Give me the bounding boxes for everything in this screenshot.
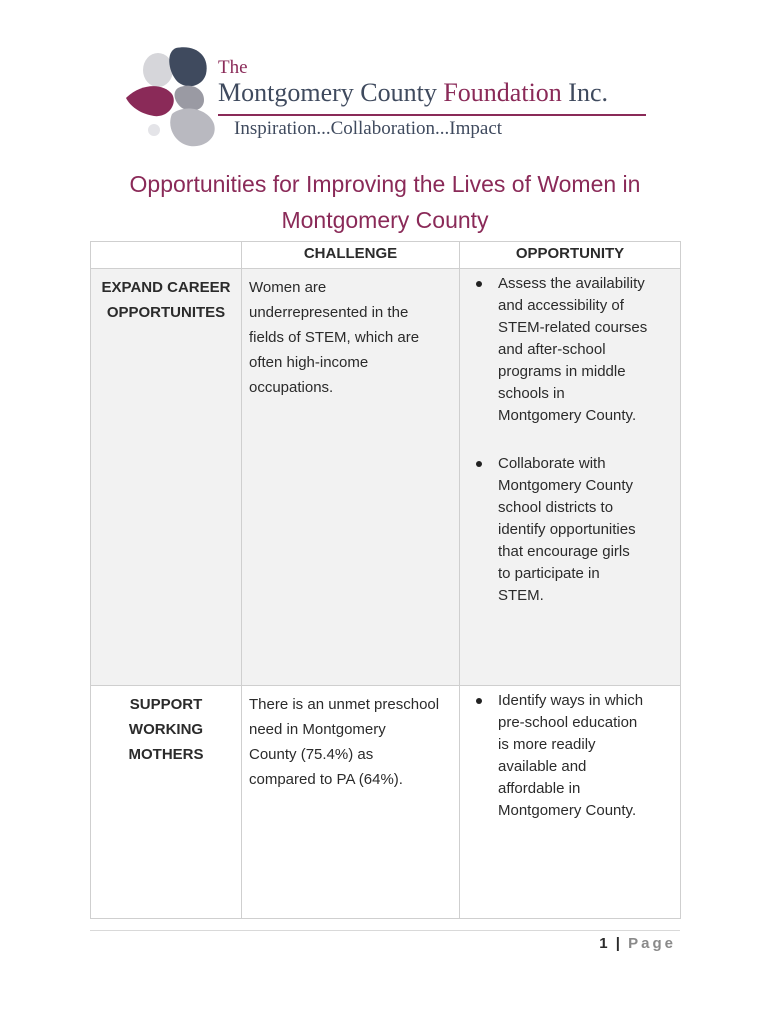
opportunity-line: and after-school bbox=[498, 341, 606, 358]
row-label bbox=[91, 686, 242, 919]
opportunity-line: STEM. bbox=[498, 587, 544, 604]
challenge-line: need in Montgomery bbox=[249, 721, 386, 738]
opportunity-line: programs in middle bbox=[498, 363, 626, 380]
table-row bbox=[91, 269, 681, 686]
opportunity-cell bbox=[460, 686, 681, 919]
opportunity-line: available and bbox=[498, 758, 587, 775]
logo-the: The bbox=[218, 57, 248, 78]
row-label-line: WORKING bbox=[128, 721, 204, 738]
bullet-icon bbox=[476, 281, 482, 287]
opportunity-line: pre-school education bbox=[498, 714, 638, 731]
opportunity-line: STEM-related courses bbox=[498, 319, 648, 336]
challenge-line: County (75.4%) as bbox=[249, 746, 374, 763]
table-row bbox=[91, 686, 681, 919]
bullet-icon bbox=[476, 461, 482, 467]
page-number: 1 bbox=[599, 935, 608, 952]
opportunity-line: schools in bbox=[498, 385, 565, 402]
opportunity-line: affordable in bbox=[498, 780, 581, 797]
title-line-2: Montgomery County bbox=[281, 207, 489, 233]
header-opportunity: OPPORTUNITY bbox=[460, 242, 681, 269]
logo-divider bbox=[218, 114, 646, 116]
challenge-line: compared to PA (64%). bbox=[249, 771, 403, 788]
table-header-row bbox=[91, 242, 681, 269]
bullet-icon bbox=[476, 698, 482, 704]
petal-logo-icon bbox=[118, 44, 228, 150]
foundation-logo bbox=[118, 44, 658, 154]
opportunity-line: Montgomery County bbox=[498, 477, 634, 494]
opportunity-line: and accessibility of bbox=[498, 297, 624, 314]
opportunity-line: to participate in bbox=[498, 565, 600, 582]
header-challenge: CHALLENGE bbox=[242, 242, 460, 269]
logo-name-part1: Montgomery County bbox=[218, 78, 437, 107]
opportunity-line: Montgomery County. bbox=[498, 802, 637, 819]
logo-organization-name bbox=[218, 78, 608, 108]
row-label-line: SUPPORT bbox=[129, 696, 203, 713]
challenge-line: Women are bbox=[249, 279, 327, 296]
row-label-line: MOTHERS bbox=[128, 746, 204, 763]
logo-name-part3: Inc. bbox=[568, 78, 608, 107]
opportunity-list bbox=[466, 690, 676, 822]
logo-name-part2: Foundation bbox=[443, 78, 562, 107]
opportunity-line: identify opportunities bbox=[498, 521, 636, 538]
opportunity-line: Collaborate with bbox=[498, 455, 606, 472]
opportunities-table bbox=[90, 241, 681, 919]
opportunity-item bbox=[484, 453, 676, 607]
title-line-1: Opportunities for Improving the Lives of Women in bbox=[129, 171, 641, 197]
page-footer bbox=[599, 935, 676, 952]
document-title bbox=[0, 166, 770, 238]
opportunity-cell bbox=[460, 269, 681, 686]
page-label: Page bbox=[628, 935, 676, 952]
opportunity-line: Identify ways in which bbox=[498, 692, 644, 709]
opportunity-line: Montgomery County. bbox=[498, 407, 637, 424]
opportunity-item bbox=[484, 273, 676, 427]
opportunity-line: school districts to bbox=[498, 499, 614, 516]
row-label-line: EXPAND CAREER bbox=[101, 279, 231, 296]
opportunity-line: is more readily bbox=[498, 736, 596, 753]
logo-tagline: Inspiration...Collaboration...Impact bbox=[234, 118, 503, 139]
challenge-cell bbox=[242, 269, 460, 686]
challenge-line: There is an unmet preschool bbox=[249, 696, 440, 713]
challenge-line: underrepresented in the bbox=[249, 304, 409, 321]
header-empty-cell bbox=[91, 242, 242, 269]
footer-divider bbox=[90, 930, 680, 931]
opportunity-line: that encourage girls bbox=[498, 543, 630, 560]
challenge-line: occupations. bbox=[249, 379, 334, 396]
challenge-line: often high-income bbox=[249, 354, 369, 371]
opportunity-item bbox=[484, 690, 676, 822]
row-label bbox=[91, 269, 242, 686]
opportunity-line: Assess the availability bbox=[498, 275, 645, 292]
challenge-line: fields of STEM, which are bbox=[249, 329, 420, 346]
page-separator: | bbox=[615, 935, 620, 952]
challenge-cell bbox=[242, 686, 460, 919]
opportunity-list bbox=[466, 273, 676, 607]
row-label-line: OPPORTUNITES bbox=[106, 304, 226, 321]
